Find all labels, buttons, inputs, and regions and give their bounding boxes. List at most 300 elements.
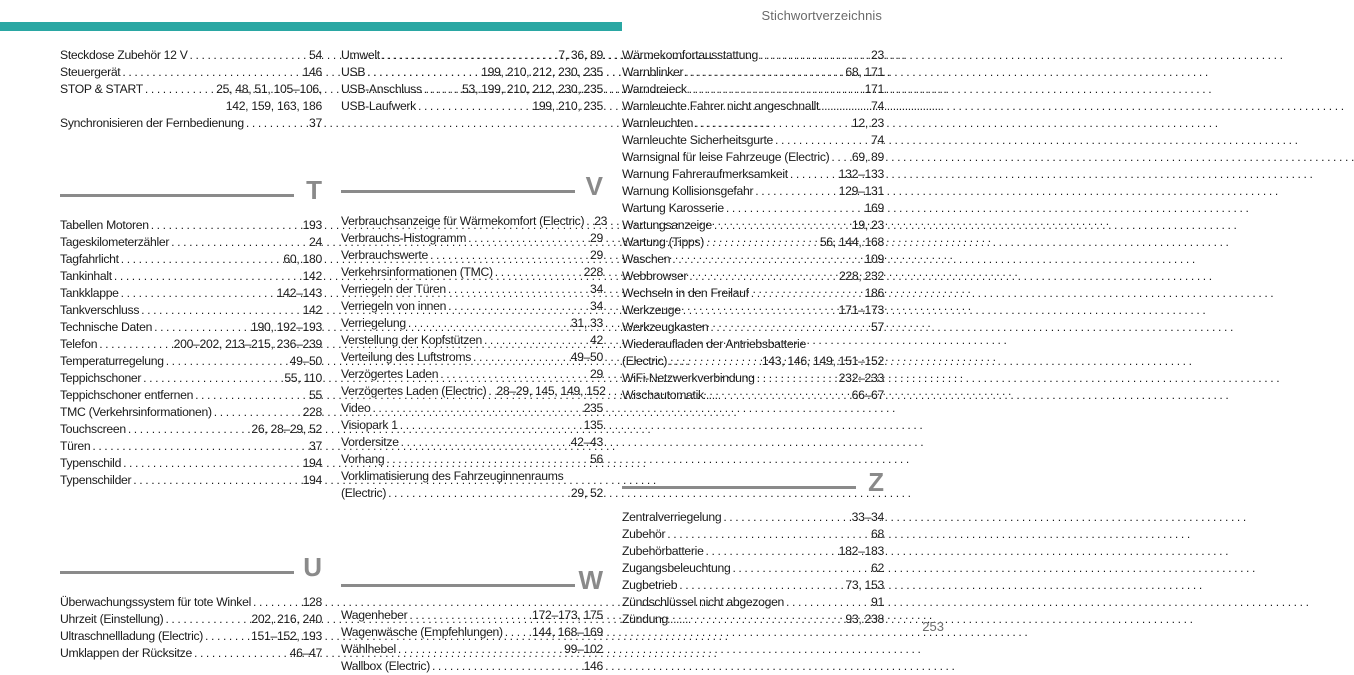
dot-leader: [685, 64, 843, 81]
index-term: Typenschilder: [60, 473, 132, 487]
page-number: 253: [922, 619, 944, 634]
index-entry: [341, 658, 603, 675]
index-term: Webbrowser: [622, 269, 688, 283]
index-entry: [622, 370, 884, 387]
dot-leader: [99, 336, 171, 353]
index-term: WiFi-Netzwerkverbindung: [622, 371, 755, 385]
page-reference: 42–43: [570, 435, 603, 449]
page-reference: 74: [871, 99, 884, 113]
index-term: Uhrzeit (Einstellung): [60, 612, 164, 626]
dot-leader: [123, 455, 301, 472]
index-term: Warnblinker: [622, 65, 684, 79]
heading-rule: [60, 571, 294, 574]
index-group-u-cont: [341, 47, 603, 115]
index-entry: [622, 611, 884, 628]
index-term: STOP & START: [60, 82, 143, 96]
dot-leader: [670, 611, 843, 628]
dot-leader: [205, 628, 249, 645]
page-reference: 228: [302, 405, 322, 419]
index-term: Typenschild: [60, 456, 122, 470]
page-reference: 190, 192–193: [251, 320, 322, 334]
index-term: Wartung (Tipps): [622, 235, 704, 249]
index-entry: [622, 526, 884, 543]
dot-leader: [488, 383, 494, 400]
index-term: Zubehör: [622, 527, 666, 541]
letter-t: T: [306, 175, 322, 205]
index-term: Synchronisieren der Fernbedienung: [60, 116, 244, 130]
index-term: Zündschlüssel nicht abgezogen: [622, 595, 785, 609]
heading-rule: [341, 190, 575, 193]
index-entry: [341, 349, 603, 366]
dot-leader: [430, 247, 588, 264]
page-reference: 172–173, 175: [532, 608, 603, 622]
index-entry: [622, 200, 884, 217]
letter-z: Z: [868, 467, 884, 497]
index-entry: [60, 251, 322, 268]
dot-leader: [786, 594, 869, 611]
index-term: Warnung Fahreraufmerksamkeit: [622, 167, 788, 181]
letter-heading-z: [622, 459, 884, 509]
page-reference: 232–233: [838, 371, 884, 385]
dot-leader: [128, 421, 250, 438]
dot-leader: [151, 217, 301, 234]
index-group-u: [60, 594, 322, 662]
index-entry: [341, 298, 603, 315]
page-reference: 7, 36, 89: [558, 48, 603, 62]
index-term: Verstellung der Kopfstützen: [341, 333, 482, 347]
index-entry: [622, 183, 884, 200]
dot-leader: [468, 230, 588, 247]
index-term: Wallbox (Electric): [341, 659, 430, 673]
dot-leader: [214, 404, 301, 421]
dot-leader: [484, 332, 588, 349]
dot-leader: [775, 132, 869, 149]
page-reference: 55, 110: [284, 371, 322, 385]
dot-leader: [755, 183, 836, 200]
dot-leader: [121, 285, 275, 302]
index-term: Zentralverriegelung: [622, 510, 722, 524]
dot-leader: [409, 607, 530, 624]
index-entry: [60, 336, 322, 353]
index-entry: [341, 281, 603, 298]
page-reference: 135: [583, 418, 603, 432]
index-entry: [341, 47, 603, 64]
index-entry: [60, 645, 322, 662]
page-reference: 54: [309, 48, 322, 62]
dot-leader: [757, 370, 837, 387]
index-entry: [341, 64, 603, 81]
index-entry: [341, 264, 603, 281]
index-entry: [60, 611, 322, 628]
index-term: (Electric): [341, 486, 387, 500]
index-term: Tankverschluss: [60, 303, 140, 317]
index-term: Verriegelung: [341, 316, 406, 330]
index-term: Umklappen der Rücksitze: [60, 646, 192, 660]
index-term: Zugbetrieb: [622, 578, 678, 592]
index-term: Warnleuchten: [622, 116, 694, 130]
dot-leader: [194, 645, 288, 662]
dot-leader: [723, 509, 849, 526]
page-reference: 202, 216, 240: [251, 612, 322, 626]
page-reference: 23: [871, 48, 884, 62]
letter-u: U: [303, 552, 322, 582]
index-entry: [622, 98, 884, 115]
dot-leader: [714, 217, 850, 234]
dot-leader: [669, 353, 760, 370]
dot-leader: [401, 434, 569, 451]
section-title: Stichwortverzeichnis: [761, 8, 882, 23]
dot-leader: [672, 251, 862, 268]
dot-leader: [408, 315, 569, 332]
index-entry: [341, 213, 608, 230]
index-entry: [622, 285, 884, 302]
dot-leader: [398, 641, 562, 658]
index-entry: [341, 247, 603, 264]
index-entry: [622, 560, 884, 577]
index-term: Ultraschnellladung (Electric): [60, 629, 204, 643]
letter-v: V: [585, 171, 603, 201]
page-reference: 56, 144, 168: [819, 235, 884, 249]
index-entry: [60, 455, 322, 472]
dot-leader: [440, 366, 588, 383]
index-entry: [622, 166, 884, 183]
page-reference-continued: 142, 159, 163, 186: [225, 99, 322, 113]
index-term: Telefon: [60, 337, 98, 351]
page-reference: 99–102: [564, 642, 603, 656]
heading-rule: [341, 584, 575, 587]
page-reference: 53, 199, 210, 212, 230, 235: [462, 82, 603, 96]
dot-leader: [732, 560, 869, 577]
heading-rule: [60, 194, 294, 197]
index-entry: [622, 149, 884, 166]
dot-leader: [679, 577, 843, 594]
index-entry: [60, 472, 322, 489]
index-term: Teppichschoner entfernen: [60, 388, 194, 402]
index-term: USB-Anschluss: [341, 82, 422, 96]
dot-leader: [246, 115, 307, 132]
index-entry: [60, 387, 322, 404]
index-entry: [60, 421, 322, 438]
index-entry: [60, 319, 322, 336]
page-reference: 34: [590, 282, 603, 296]
page-reference: 142–143: [276, 286, 322, 300]
index-entry: [622, 47, 884, 64]
index-term: Zubehörbatterie: [622, 544, 704, 558]
index-group-w: [341, 607, 603, 675]
index-term: Werkzeuge: [622, 303, 681, 317]
index-term: Warndreieck: [622, 82, 687, 96]
dot-leader: [253, 594, 301, 611]
dot-leader: [424, 81, 460, 98]
dot-leader: [473, 349, 569, 366]
page-reference: 37: [309, 116, 322, 130]
index-entry: [60, 217, 322, 234]
index-term: Warnleuchte Fahrer nicht angeschnallt: [622, 99, 820, 113]
page-reference: 46–47: [289, 646, 322, 660]
dot-leader: [505, 624, 530, 641]
page-reference: 73, 153: [845, 578, 884, 592]
dot-leader: [790, 166, 837, 183]
dot-leader: [171, 234, 307, 251]
index-term: Technische Daten: [60, 320, 153, 334]
index-term: Video: [341, 401, 371, 415]
header-accent-bar: [0, 22, 622, 31]
index-term: Warnleuchte Sicherheitsgurte: [622, 133, 774, 147]
dot-leader: [143, 370, 282, 387]
index-term: USB: [341, 65, 366, 79]
page-reference: 68, 171: [845, 65, 884, 79]
page-reference: 29: [590, 248, 603, 262]
index-term: Wischautomatik: [622, 388, 704, 402]
page-reference: 142: [302, 269, 322, 283]
page-reference: 62: [871, 561, 884, 575]
page-reference: 199, 210, 212, 230, 235: [481, 65, 603, 79]
index-term: Umwelt: [341, 48, 380, 62]
index-entry: [622, 594, 884, 611]
page-reference: 55: [309, 388, 322, 402]
page-reference: 169: [864, 201, 884, 215]
dot-leader: [706, 543, 837, 560]
index-term: Visiopark 1: [341, 418, 398, 432]
page-reference: 34: [590, 299, 603, 313]
page-reference: 49–50: [570, 350, 603, 364]
dot-leader: [388, 485, 569, 502]
index-entry: [60, 594, 322, 611]
index-entry: [60, 234, 322, 251]
index-entry: [60, 285, 322, 302]
index-entry: [341, 400, 603, 417]
dot-leader: [190, 47, 307, 64]
page-reference: 146: [583, 659, 603, 673]
page-reference: 93, 238: [845, 612, 884, 626]
dot-leader: [751, 285, 863, 302]
index-term: Überwachungssystem für tote Winkel: [60, 595, 251, 609]
letter-heading-w: [341, 557, 603, 607]
index-entry: [622, 81, 884, 98]
dot-leader: [133, 472, 300, 489]
dot-leader: [418, 98, 530, 115]
index-term: Verteilung des Luftstroms: [341, 350, 472, 364]
index-term: Verbrauchswerte: [341, 248, 428, 262]
page-reference: 66–67: [851, 388, 884, 402]
index-term: Warnsignal für leise Fahrzeuge (Electric): [622, 150, 830, 164]
index-entry: [341, 451, 603, 468]
index-entry: [622, 268, 884, 285]
page-reference: 12, 23: [851, 116, 884, 130]
dot-leader: [689, 81, 863, 98]
index-term: Tankklappe: [60, 286, 119, 300]
dot-leader: [760, 47, 869, 64]
index-entry: [341, 383, 606, 400]
index-entry: [622, 302, 884, 319]
index-term: TMC (Verkehrsinformationen): [60, 405, 212, 419]
dot-leader: [586, 213, 592, 230]
letter-w: W: [578, 565, 603, 595]
page-reference: 228: [583, 265, 603, 279]
index-group-s: [60, 47, 322, 132]
index-term: Waschen: [622, 252, 671, 266]
index-term: Steckdose Zubehör 12 V: [60, 48, 188, 62]
page-reference: 74: [871, 133, 884, 147]
index-entry: [60, 81, 322, 98]
index-term: Warnung Kollisionsgefahr: [622, 184, 754, 198]
page-reference: 29: [590, 367, 603, 381]
index-term: Verkehrsinformationen (TMC): [341, 265, 493, 279]
page-reference: 37: [309, 439, 322, 453]
index-term: Tabellen Motoren: [60, 218, 149, 232]
index-term: (Electric): [622, 354, 668, 368]
index-column-2: [341, 47, 608, 675]
page-reference: 57: [871, 320, 884, 334]
page-reference: 182–183: [838, 544, 884, 558]
index-entry: [60, 370, 322, 387]
dot-leader: [667, 526, 869, 543]
dot-leader: [382, 47, 556, 64]
index-entry-first-line: Vorklimatisierung des Fahrzeuginnenraums: [341, 469, 564, 483]
dot-leader: [432, 658, 582, 675]
index-entry: [341, 607, 603, 624]
index-term: Zündung: [622, 612, 669, 626]
index-entry: [622, 234, 884, 251]
index-term: Türen: [60, 439, 91, 453]
page-reference: 228, 232: [838, 269, 884, 283]
dot-leader: [448, 298, 588, 315]
index-entry: [341, 641, 603, 658]
dot-leader: [386, 451, 588, 468]
dot-leader: [831, 149, 850, 166]
index-term: Temperaturregelung: [60, 354, 164, 368]
index-entry: [341, 315, 603, 332]
index-column-1: [60, 47, 322, 662]
dot-leader: [683, 302, 837, 319]
dot-leader: [695, 115, 850, 132]
index-entry: [622, 217, 884, 234]
page-reference: 31, 33: [570, 316, 603, 330]
dot-leader: [122, 64, 300, 81]
dot-leader: [92, 438, 307, 455]
index-entry: [60, 404, 322, 421]
index-entry: [60, 47, 322, 64]
page-reference: 29: [590, 231, 603, 245]
page-reference: 171: [864, 82, 884, 96]
dot-leader: [706, 387, 850, 404]
dot-leader: [195, 387, 307, 404]
index-entry: [341, 624, 603, 641]
page-reference: 129–131: [838, 184, 884, 198]
index-term: Zugangsbeleuchtung: [622, 561, 731, 575]
page-reference: 186: [864, 286, 884, 300]
index-term: Vordersitze: [341, 435, 399, 449]
index-group-z: [622, 509, 884, 628]
index-entry: [622, 64, 884, 81]
index-column-3: [622, 47, 884, 628]
page-reference: 19, 23: [851, 218, 884, 232]
dot-leader: [821, 98, 869, 115]
index-group-v: [341, 213, 608, 502]
index-entry: [341, 332, 603, 349]
index-entry: [341, 81, 603, 98]
page-reference: 144, 168–169: [532, 625, 603, 639]
page-reference: 132–133: [838, 167, 884, 181]
index-entry: [622, 251, 884, 268]
dot-leader: [400, 417, 582, 434]
dot-leader: [706, 234, 818, 251]
page-reference: 91: [871, 595, 884, 609]
page-reference: 199, 210, 235: [532, 99, 603, 113]
index-entry: [60, 64, 322, 81]
index-entry: [622, 115, 884, 132]
page-reference: 142: [302, 303, 322, 317]
index-entry: [60, 268, 322, 285]
dot-leader: [367, 64, 479, 81]
index-entry: [622, 387, 884, 404]
dot-leader: [145, 81, 214, 98]
page-reference: 128: [302, 595, 322, 609]
index-entry: [341, 417, 603, 434]
page-reference: 109: [864, 252, 884, 266]
index-entry: [341, 485, 603, 502]
page-reference: 143, 146, 149, 151–152: [761, 354, 884, 368]
index-entry-first-line: Wiederaufladen der Antriebsbatterie: [622, 337, 806, 351]
index-entry: [622, 543, 884, 560]
index-entry: [60, 438, 322, 455]
index-entry: [622, 509, 884, 526]
page-reference: 29, 52: [570, 486, 603, 500]
index-entry: [622, 132, 884, 149]
page-reference: 49–50: [289, 354, 322, 368]
dot-leader: [710, 319, 869, 336]
page-reference: 28–29, 145, 149, 152: [496, 384, 606, 398]
index-term: Tageskilometerzähler: [60, 235, 170, 249]
dot-leader: [689, 268, 837, 285]
page-reference: 25, 48, 51, 105–106,: [216, 82, 322, 96]
index-entry: [60, 115, 322, 132]
page-reference: 42: [590, 333, 603, 347]
index-term: Wartung Karosserie: [622, 201, 724, 215]
dot-leader: [726, 200, 863, 217]
index-term: Tagfahrlicht: [60, 252, 119, 266]
page-reference: 193: [302, 218, 322, 232]
page-reference: 68: [871, 527, 884, 541]
index-term: Verbrauchsanzeige für Wärmekomfort (Electric): [341, 214, 585, 228]
dot-leader: [114, 268, 301, 285]
index-term: Wartungsanzeige: [622, 218, 712, 232]
page-reference: 69, 89: [851, 150, 884, 164]
page-reference: 24: [309, 235, 322, 249]
dot-leader: [121, 251, 282, 268]
index-entry: [341, 366, 603, 383]
page-reference: 60, 180: [283, 252, 322, 266]
index-entry: [622, 319, 884, 336]
page-reference: 171–173: [838, 303, 884, 317]
page-reference: 56: [590, 452, 603, 466]
letter-heading-u: [60, 544, 322, 594]
index-term: Verbrauchs-Histogramm: [341, 231, 467, 245]
index-term: Verriegeln von innen: [341, 299, 447, 313]
index-term: Touchscreen: [60, 422, 126, 436]
index-term: Wechseln in den Freilauf: [622, 286, 749, 300]
heading-rule: [622, 486, 856, 489]
index-term: Tankinhalt: [60, 269, 112, 283]
dot-leader: [154, 319, 249, 336]
dot-leader: [495, 264, 582, 281]
index-group-t: [60, 217, 322, 489]
index-entry: [60, 302, 322, 319]
dot-leader: [165, 611, 249, 628]
index-term: Wagenheber: [341, 608, 408, 622]
index-term: Steuergerät: [60, 65, 121, 79]
page-reference: 151–152, 193: [251, 629, 322, 643]
